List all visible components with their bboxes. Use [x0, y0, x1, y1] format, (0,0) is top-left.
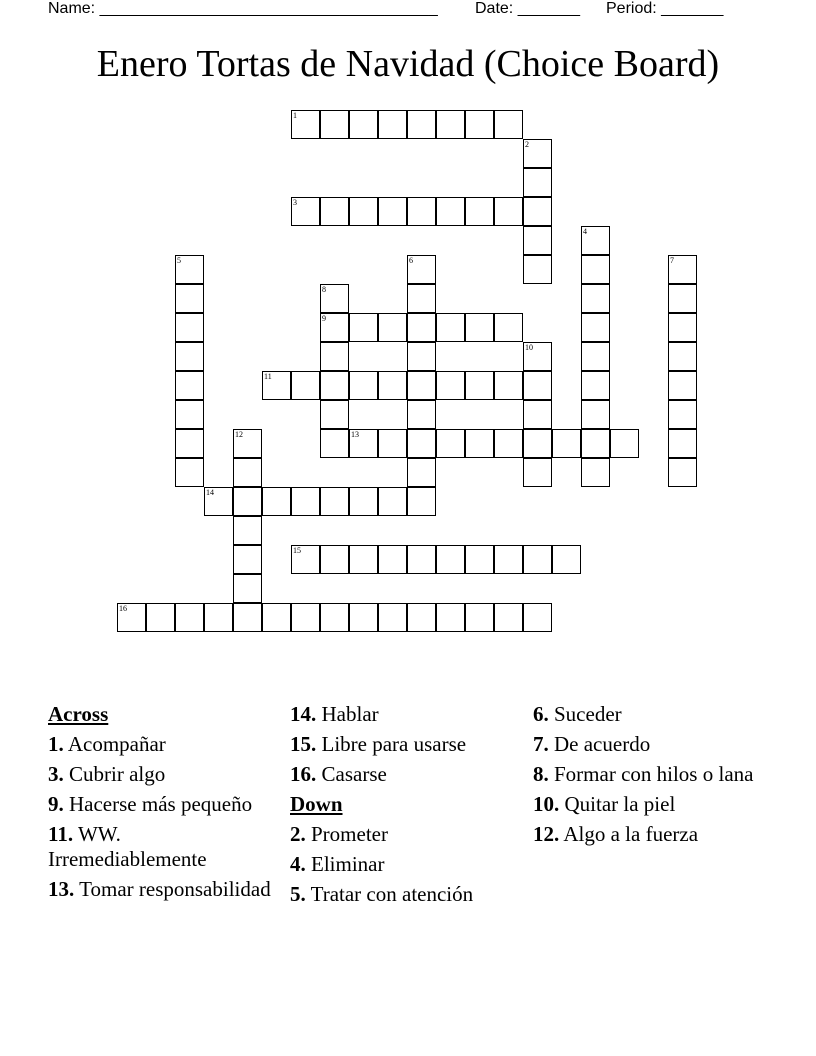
grid-cell[interactable] [436, 371, 465, 400]
grid-cell[interactable] [320, 429, 349, 458]
grid-cell[interactable] [523, 458, 552, 487]
grid-cell[interactable] [262, 487, 291, 516]
grid-cell[interactable] [378, 371, 407, 400]
cell-number: 16 [119, 604, 127, 613]
grid-cell[interactable] [175, 313, 204, 342]
clue-down-7: 7. De acuerdo [533, 732, 651, 756]
across-heading: Across [48, 702, 109, 726]
clue-across-9: 9. Hacerse más pequeño [48, 792, 253, 816]
period-field: Period: _______ [606, 0, 724, 17]
grid-cell[interactable] [523, 255, 552, 284]
grid-cell[interactable] [523, 197, 552, 226]
grid-cell[interactable] [523, 371, 552, 400]
grid-cell[interactable] [523, 603, 552, 632]
grid-cell[interactable] [552, 429, 581, 458]
grid-cell[interactable] [407, 487, 436, 516]
clue-across-16: 16. Casarse [290, 762, 387, 786]
grid-cell[interactable] [581, 284, 610, 313]
grid-cell[interactable] [552, 545, 581, 574]
grid-cell[interactable] [378, 197, 407, 226]
grid-cell[interactable] [233, 516, 262, 545]
clue-across-11: 11. WW. Irremediablemente [48, 822, 207, 871]
cell-number: 11 [264, 372, 272, 381]
grid-cell[interactable] [349, 487, 378, 516]
clue-down-6: 6. Suceder [533, 702, 622, 726]
grid-cell[interactable] [581, 255, 610, 284]
grid-cell[interactable] [320, 110, 349, 139]
grid-cell[interactable] [494, 545, 523, 574]
grid-cell[interactable] [494, 110, 523, 139]
clue-down-5: 5. Tratar con atención [290, 882, 474, 906]
cell-number: 3 [293, 198, 297, 207]
grid-cell[interactable] [668, 371, 697, 400]
grid-cell[interactable] [494, 371, 523, 400]
grid-cell[interactable] [436, 197, 465, 226]
grid-cell[interactable] [407, 371, 436, 400]
grid-cell[interactable] [407, 429, 436, 458]
grid-cell[interactable] [436, 545, 465, 574]
grid-cell[interactable] [494, 313, 523, 342]
clues-column-2 [290, 702, 525, 912]
clue-across-13: 13. Tomar responsabilidad [48, 877, 271, 901]
clue-down-10: 10. Quitar la piel [533, 792, 676, 816]
cell-number: 2 [525, 140, 529, 149]
cell-number: 12 [235, 430, 243, 439]
grid-cell[interactable] [436, 429, 465, 458]
grid-cell[interactable] [407, 284, 436, 313]
grid-cell[interactable] [320, 603, 349, 632]
grid-cell[interactable] [407, 400, 436, 429]
grid-cell[interactable] [668, 400, 697, 429]
grid-cell[interactable] [523, 226, 552, 255]
clues-column-3 [533, 702, 768, 852]
grid-cell[interactable] [233, 545, 262, 574]
grid-cell[interactable] [378, 110, 407, 139]
grid-cell[interactable] [291, 197, 320, 226]
grid-cell[interactable] [407, 603, 436, 632]
grid-cell[interactable] [668, 342, 697, 371]
grid-cell[interactable] [117, 603, 146, 632]
grid-cell[interactable] [523, 429, 552, 458]
grid-cell[interactable] [146, 603, 175, 632]
grid-cell[interactable] [291, 487, 320, 516]
grid-cell[interactable] [465, 313, 494, 342]
grid-cell[interactable] [407, 255, 436, 284]
grid-cell[interactable] [465, 603, 494, 632]
grid-cell[interactable] [436, 110, 465, 139]
cell-number: 6 [409, 256, 413, 265]
grid-cell[interactable] [378, 487, 407, 516]
cell-number: 10 [525, 343, 533, 352]
grid-cell[interactable] [349, 371, 378, 400]
grid-cell[interactable] [291, 603, 320, 632]
grid-cell[interactable] [175, 371, 204, 400]
grid-cell[interactable] [465, 429, 494, 458]
grid-cell[interactable] [233, 574, 262, 603]
grid-cell[interactable] [291, 110, 320, 139]
grid-cell[interactable] [320, 342, 349, 371]
grid-cell[interactable] [349, 429, 378, 458]
grid-cell[interactable] [581, 313, 610, 342]
name-field: Name: ______________________________________ [48, 0, 438, 17]
grid-cell[interactable] [175, 458, 204, 487]
clue-across-15: 15. Libre para usarse [290, 732, 467, 756]
grid-cell[interactable] [320, 313, 349, 342]
clue-down-8: 8. Formar con hilos o lana [533, 762, 754, 786]
grid-cell[interactable] [523, 545, 552, 574]
grid-cell[interactable] [175, 255, 204, 284]
page-title: Enero Tortas de Navidad (Choice Board) [96, 43, 720, 85]
cell-number: 9 [322, 314, 326, 323]
grid-cell[interactable] [175, 603, 204, 632]
grid-cell[interactable] [668, 284, 697, 313]
date-field: Date: _______ [475, 0, 580, 17]
grid-cell[interactable] [378, 429, 407, 458]
grid-cell[interactable] [407, 313, 436, 342]
clue-across-3: 3. Cubrir algo [48, 762, 166, 786]
grid-cell[interactable] [581, 342, 610, 371]
grid-cell[interactable] [668, 255, 697, 284]
cell-number: 4 [583, 227, 587, 236]
grid-cell[interactable] [349, 313, 378, 342]
grid-cell[interactable] [523, 139, 552, 168]
grid-cell[interactable] [494, 197, 523, 226]
clue-down-4: 4. Eliminar [290, 852, 385, 876]
grid-cell[interactable] [320, 371, 349, 400]
clue-down-12: 12. Algo a la fuerza [533, 822, 699, 846]
grid-cell[interactable] [233, 458, 262, 487]
grid-cell[interactable] [494, 603, 523, 632]
grid-cell[interactable] [523, 168, 552, 197]
grid-cell[interactable] [668, 429, 697, 458]
grid-cell[interactable] [204, 603, 233, 632]
clues-column-1 [48, 702, 283, 907]
grid-cell[interactable] [349, 545, 378, 574]
grid-cell[interactable] [523, 342, 552, 371]
grid-cell[interactable] [407, 545, 436, 574]
grid-cell[interactable] [407, 110, 436, 139]
grid-cell[interactable] [291, 371, 320, 400]
grid-cell[interactable] [407, 197, 436, 226]
clue-across-14: 14. Hablar [290, 702, 379, 726]
grid-cell[interactable] [175, 429, 204, 458]
grid-cell[interactable] [320, 400, 349, 429]
cell-number: 5 [177, 256, 181, 265]
grid-cell[interactable] [494, 429, 523, 458]
grid-cell[interactable] [175, 342, 204, 371]
cell-number: 14 [206, 488, 214, 497]
clue-down-2: 2. Prometer [290, 822, 388, 846]
grid-cell[interactable] [291, 545, 320, 574]
grid-cell[interactable] [320, 545, 349, 574]
grid-cell[interactable] [378, 545, 407, 574]
grid-cell[interactable] [349, 603, 378, 632]
grid-cell[interactable] [233, 429, 262, 458]
grid-cell[interactable] [262, 603, 291, 632]
grid-cell[interactable] [349, 110, 378, 139]
grid-cell[interactable] [407, 342, 436, 371]
grid-cell[interactable] [523, 400, 552, 429]
grid-cell[interactable] [465, 371, 494, 400]
grid-cell[interactable] [349, 197, 378, 226]
grid-cell[interactable] [175, 284, 204, 313]
grid-cell[interactable] [320, 197, 349, 226]
grid-cell[interactable] [233, 487, 262, 516]
grid-cell[interactable] [668, 313, 697, 342]
grid-cell[interactable] [233, 603, 262, 632]
grid-cell[interactable] [610, 429, 639, 458]
grid-cell[interactable] [465, 197, 494, 226]
grid-cell[interactable] [581, 458, 610, 487]
grid-cell[interactable] [407, 458, 436, 487]
cell-number: 1 [293, 111, 297, 120]
grid-cell[interactable] [436, 603, 465, 632]
grid-cell[interactable] [465, 110, 494, 139]
grid-cell[interactable] [378, 313, 407, 342]
grid-cell[interactable] [581, 429, 610, 458]
grid-cell[interactable] [581, 400, 610, 429]
grid-cell[interactable] [320, 284, 349, 313]
grid-cell[interactable] [465, 545, 494, 574]
grid-cell[interactable] [175, 400, 204, 429]
cell-number: 13 [351, 430, 359, 439]
grid-cell[interactable] [262, 371, 291, 400]
down-heading: Down [290, 792, 343, 816]
clue-across-1: 1. Acompañar [48, 732, 166, 756]
grid-cell[interactable] [668, 458, 697, 487]
grid-cell[interactable] [204, 487, 233, 516]
grid-cell[interactable] [581, 226, 610, 255]
cell-number: 8 [322, 285, 326, 294]
grid-cell[interactable] [581, 371, 610, 400]
grid-cell[interactable] [378, 603, 407, 632]
cell-number: 15 [293, 546, 301, 555]
grid-cell[interactable] [436, 313, 465, 342]
grid-cell[interactable] [320, 487, 349, 516]
cell-number: 7 [670, 256, 674, 265]
